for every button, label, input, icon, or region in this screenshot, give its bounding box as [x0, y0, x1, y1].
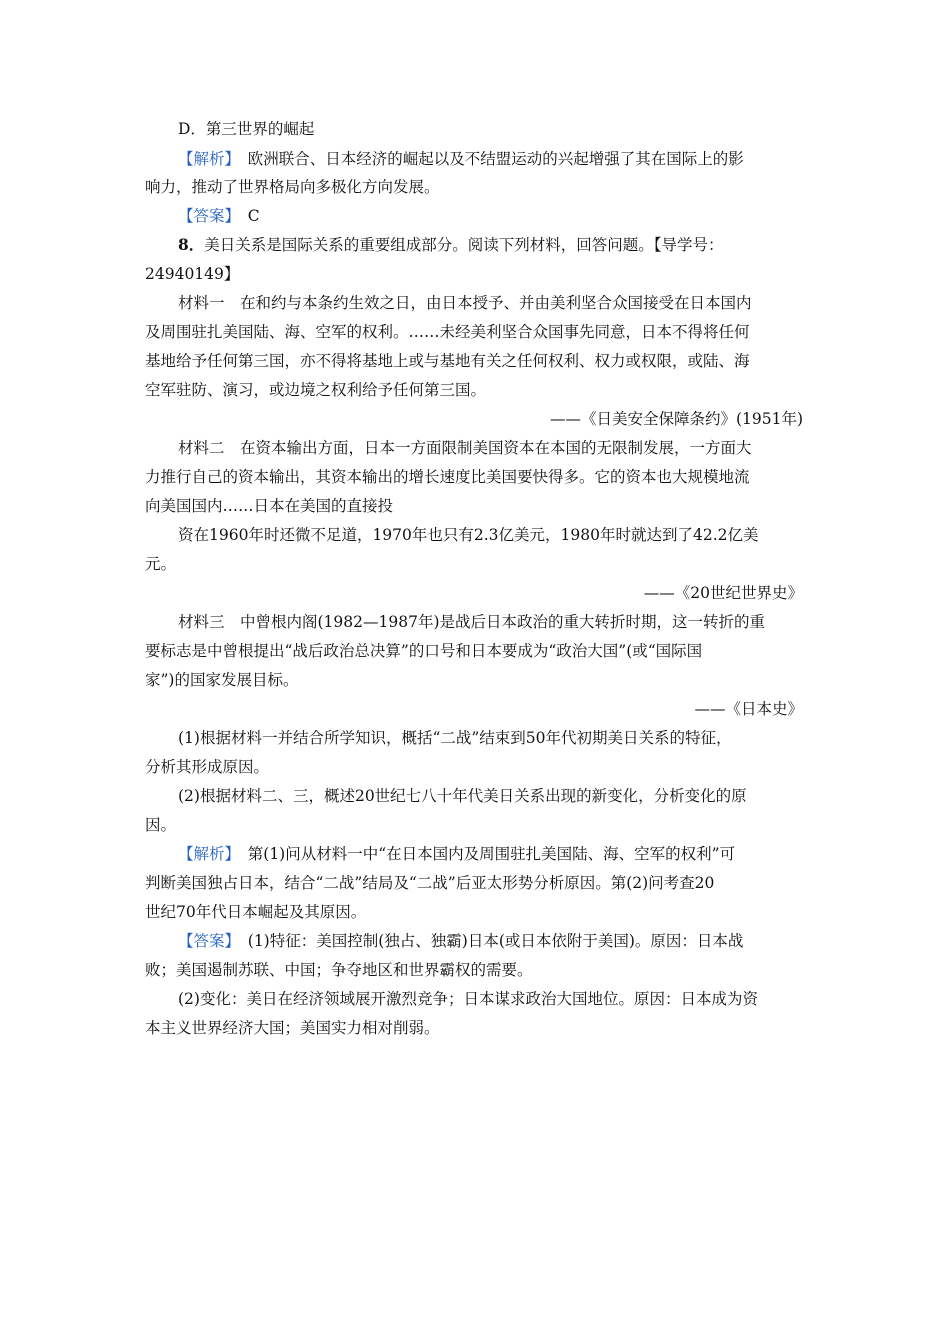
material-2-source: ——《20世纪世界史》	[643, 584, 803, 602]
material-3-source: ——《日本史》	[694, 700, 803, 718]
material-2-line-1: 材料二 在资本输出方面，日本一方面限制美国资本在本国的无限制发展，一方面大	[178, 439, 752, 457]
material-2-line-2: 力推行自己的资本输出，其资本输出的增长速度比美国要快得多。它的资本也大规模地流	[145, 468, 750, 486]
q7-analysis-line-2: 响力，推动了世界格局向多极化方向发展。	[145, 178, 440, 196]
material-1-line-1: 材料一 在和约与本条约生效之日，由日本授予、并由美利坚合众国接受在日本国内	[178, 294, 752, 312]
q8-answer-line-3: (2)变化：美日在经济领域展开激烈竞争；日本谋求政治大国地位。原因：日本成为资	[178, 990, 758, 1008]
q8-answer-line-1	[178, 930, 743, 952]
q7-answer-text: C	[232, 207, 260, 225]
subquestion-1-line-1: (1)根据材料一并结合所学知识，概括“二战”结束到50年代初期美日关系的特征，	[178, 729, 732, 747]
q8-stem-line-2: 24940149】	[145, 265, 240, 283]
q7-analysis-line	[178, 148, 744, 170]
answer-tag: 【答案】	[178, 932, 233, 950]
q7-option-d: D．第三世界的崛起	[178, 120, 315, 138]
q8-number: 8．	[178, 235, 205, 254]
subquestion-2-line-2: 因。	[145, 816, 177, 834]
q8-stem-line-1	[178, 234, 724, 256]
q8-analysis-line-2: 判断美国独占日本，结合“二战”结局及“二战”后亚太形势分析原因。第(2)问考查20	[145, 874, 715, 892]
q8-answer-line-2: 败；美国遏制苏联、中国；争夺地区和世界霸权的需要。	[145, 961, 533, 979]
q8-analysis-line-3: 世纪70年代日本崛起及其原因。	[145, 903, 367, 921]
material-3-line-3: 家”)的国家发展目标。	[145, 671, 299, 689]
material-1-line-4: 空军驻防、演习，或边境之权利给予任何第三国。	[145, 381, 487, 399]
material-3-line-1: 材料三 中曾根内阁(1982—1987年)是战后日本政治的重大转折时期，这一转折的重	[178, 613, 765, 631]
material-1-line-2: 及周围驻扎美国陆、海、空军的权利。……未经美利坚合众国事先同意，日本不得将任何	[145, 323, 750, 341]
q8-answer-line-4: 本主义世界经济大国；美国实力相对削弱。	[145, 1019, 440, 1037]
material-2-line-5: 元。	[145, 555, 177, 573]
material-1-source: ——《日美安全保障条约》(1951年)	[549, 410, 803, 428]
q8-answer-text: (1)特征：美国控制(独占、独霸)日本(或日本依附于美国)。原因：日本战	[232, 932, 744, 950]
answer-tag: 【答案】	[178, 207, 233, 225]
material-3-line-2: 要标志是中曾根提出“战后政治总决算”的口号和日本要成为“政治大国”(或“国际国	[145, 642, 703, 660]
q8-stem-text: 美日关系是国际关系的重要组成部分。阅读下列材料，回答问题。【导学号：	[204, 236, 724, 254]
material-1-line-3: 基地给予任何第三国，亦不得将基地上或与基地有关之任何权利、权力或权限，或陆、海	[145, 352, 750, 370]
subquestion-1-line-2: 分析其形成原因。	[145, 758, 270, 776]
subquestion-2-line-1: (2)根据材料二、三，概述20世纪七八十年代美日关系出现的新变化，分析变化的原	[178, 787, 747, 805]
q7-analysis-text: 欧洲联合、日本经济的崛起以及不结盟运动的兴起增强了其在国际上的影	[232, 150, 744, 168]
material-2-line-3: 向美国国内……日本在美国的直接投	[145, 497, 394, 515]
analysis-tag: 【解析】	[178, 845, 233, 863]
material-2-line-4: 资在1960年时还微不足道，1970年也只有2.3亿美元，1980年时就达到了42.2亿美	[178, 526, 759, 544]
q8-analysis-text: 第(1)问从材料一中“在日本国内及周围驻扎美国陆、海、空军的权利”可	[232, 845, 736, 863]
analysis-tag: 【解析】	[178, 150, 233, 168]
q8-analysis-line-1	[178, 843, 735, 865]
q7-answer-line	[178, 205, 260, 227]
